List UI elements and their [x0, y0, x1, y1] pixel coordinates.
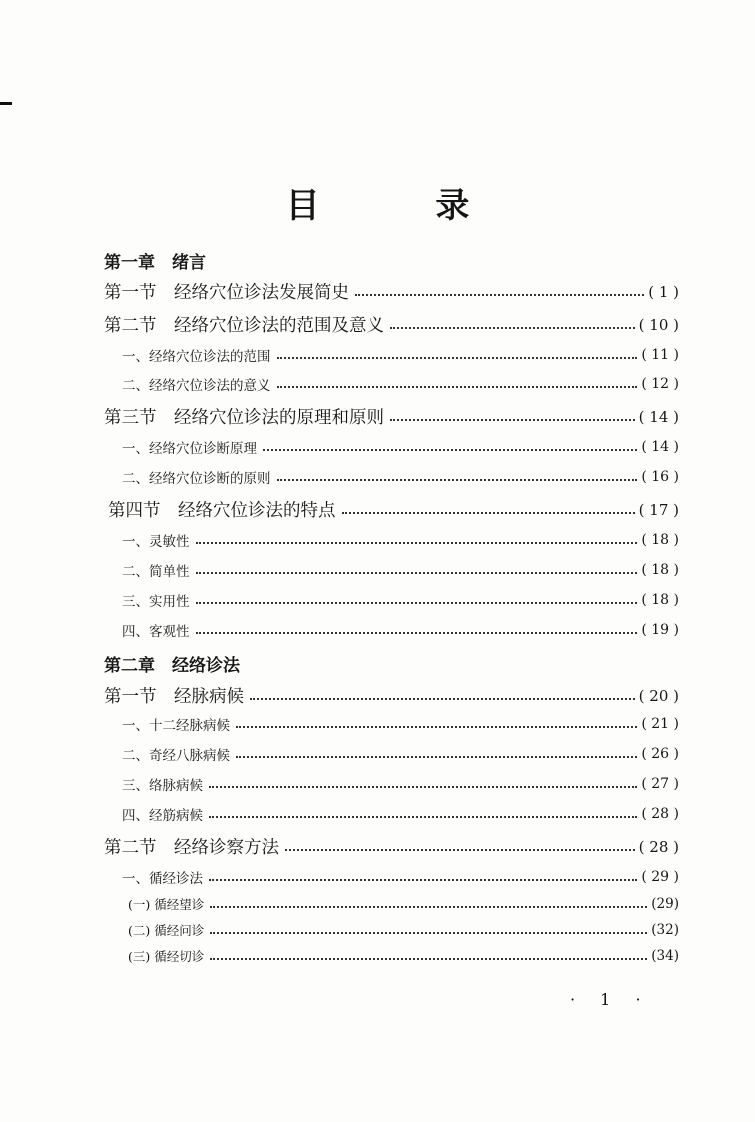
- toc-entry[interactable]: [128, 921, 679, 939]
- dot-leader: [210, 958, 647, 960]
- toc-entry-label: 第一节 经脉病候: [104, 687, 244, 707]
- dot-leader: [236, 756, 637, 758]
- toc-entry-page: (29): [651, 896, 679, 912]
- toc-entry-label: 四、客观性: [122, 624, 190, 640]
- toc-entry-label: 第一节 经络穴位诊法发展简史: [104, 283, 349, 303]
- dot-leader: [236, 726, 637, 728]
- toc-entry[interactable]: [122, 744, 679, 764]
- dot-leader: [355, 294, 644, 296]
- toc-entry-label: 二、经络穴位诊断的原则: [122, 471, 271, 487]
- toc-entry-page: ( 10 ): [638, 315, 679, 334]
- dot-leader: [210, 932, 647, 934]
- toc-entry-page: ( 14 ): [638, 407, 679, 426]
- dot-leader: [209, 786, 637, 788]
- dot-leader: [196, 602, 638, 604]
- toc-entry-page: ( 12 ): [641, 376, 679, 392]
- toc-chapter-2[interactable]: [104, 651, 240, 676]
- toc-entry[interactable]: [122, 714, 679, 734]
- toc-entry-page: ( 18 ): [641, 532, 679, 548]
- dot-leader: [196, 572, 638, 574]
- toc-chapter-label: 第一章 绪言: [104, 253, 206, 273]
- toc-entry-page: ( 17 ): [638, 500, 679, 519]
- dot-leader: [209, 879, 637, 881]
- toc-entry-label: 一、经络穴位诊法的范围: [122, 349, 271, 365]
- toc-entry[interactable]: [122, 467, 679, 487]
- dot-leader: [277, 479, 638, 481]
- toc-entry[interactable]: [128, 947, 679, 965]
- dot-leader: [277, 357, 638, 359]
- toc-entry-label: 二、奇经八脉病候: [122, 748, 230, 764]
- toc-entry-page: ( 19 ): [641, 622, 679, 638]
- toc-entry-label: 三、实用性: [122, 594, 190, 610]
- dot-leader: [209, 816, 637, 818]
- toc-entry[interactable]: [122, 620, 679, 640]
- toc-entry[interactable]: [122, 804, 679, 824]
- page-number: · 1 ·: [570, 990, 651, 1009]
- dot-leader: [263, 449, 637, 451]
- toc-entry-label: (二) 循经问诊: [128, 923, 205, 938]
- toc-entry[interactable]: [122, 345, 679, 365]
- toc-entry-page: ( 26 ): [641, 746, 679, 762]
- toc-entry[interactable]: [104, 834, 679, 859]
- toc-chapter-label: 第二章 经络诊法: [104, 656, 240, 676]
- toc-entry[interactable]: [104, 279, 679, 304]
- toc-entry-page: ( 14 ): [641, 439, 679, 455]
- toc-entry[interactable]: [122, 374, 679, 394]
- toc-entry[interactable]: [104, 404, 679, 429]
- toc-entry-label: 一、十二经脉病候: [122, 718, 230, 734]
- dot-leader: [390, 327, 635, 329]
- toc-entry-label: 第二节 经络穴位诊法的范围及意义: [104, 316, 384, 336]
- toc-entry[interactable]: [122, 590, 679, 610]
- toc-entry[interactable]: [128, 895, 679, 913]
- toc-entry-page: ( 20 ): [638, 686, 679, 705]
- toc-entry-label: 二、简单性: [122, 564, 190, 580]
- toc-entry[interactable]: [122, 530, 679, 550]
- toc-entry-label: (一) 循经望诊: [128, 897, 205, 912]
- toc-entry-label: 第四节 经络穴位诊法的特点: [108, 501, 336, 521]
- dot-leader: [210, 906, 647, 908]
- toc-entry-page: (34): [651, 948, 679, 964]
- toc-entry[interactable]: [122, 437, 679, 457]
- toc-entry-page: ( 18 ): [641, 592, 679, 608]
- dot-leader: [250, 698, 635, 700]
- toc-entry-page: ( 1 ): [648, 282, 679, 301]
- toc-entry-page: ( 11 ): [641, 347, 679, 363]
- toc-entry-label: 一、经络穴位诊断原理: [122, 441, 257, 457]
- toc-entry-page: ( 27 ): [641, 776, 679, 792]
- dot-leader: [196, 632, 638, 634]
- toc-chapter-1[interactable]: [104, 248, 206, 273]
- toc-entry-page: ( 21 ): [641, 716, 679, 732]
- toc-entry-label: 第二节 经络诊察方法: [104, 838, 279, 858]
- toc-entry-page: ( 28 ): [638, 837, 679, 856]
- toc-entry-label: 第三节 经络穴位诊法的原理和原则: [104, 408, 384, 428]
- toc-entry-page: ( 16 ): [641, 469, 679, 485]
- toc-entry-label: 二、经络穴位诊法的意义: [122, 378, 271, 394]
- dot-leader: [342, 512, 635, 514]
- dot-leader: [285, 849, 635, 851]
- toc-entry[interactable]: [122, 774, 679, 794]
- toc-entry-page: ( 18 ): [641, 562, 679, 578]
- toc-entry[interactable]: [104, 312, 679, 337]
- toc-entry-page: (32): [651, 922, 679, 938]
- toc-entry-label: 四、经筋病候: [122, 808, 203, 824]
- toc-entry-label: 一、灵敏性: [122, 534, 190, 550]
- dot-leader: [196, 542, 638, 544]
- dot-leader: [390, 419, 635, 421]
- toc-entry[interactable]: [108, 497, 679, 522]
- toc-entry[interactable]: [122, 867, 679, 887]
- toc-entry-label: (三) 循经切诊: [128, 949, 205, 964]
- toc-entry-label: 一、循经诊法: [122, 871, 203, 887]
- toc-entry[interactable]: [122, 560, 679, 580]
- toc-entry[interactable]: [104, 683, 679, 708]
- toc-entry-page: ( 29 ): [641, 869, 679, 885]
- toc-entry-page: ( 28 ): [641, 806, 679, 822]
- toc-entry-label: 三、络脉病候: [122, 778, 203, 794]
- page-title: 目 录: [285, 186, 522, 226]
- dot-leader: [277, 386, 638, 388]
